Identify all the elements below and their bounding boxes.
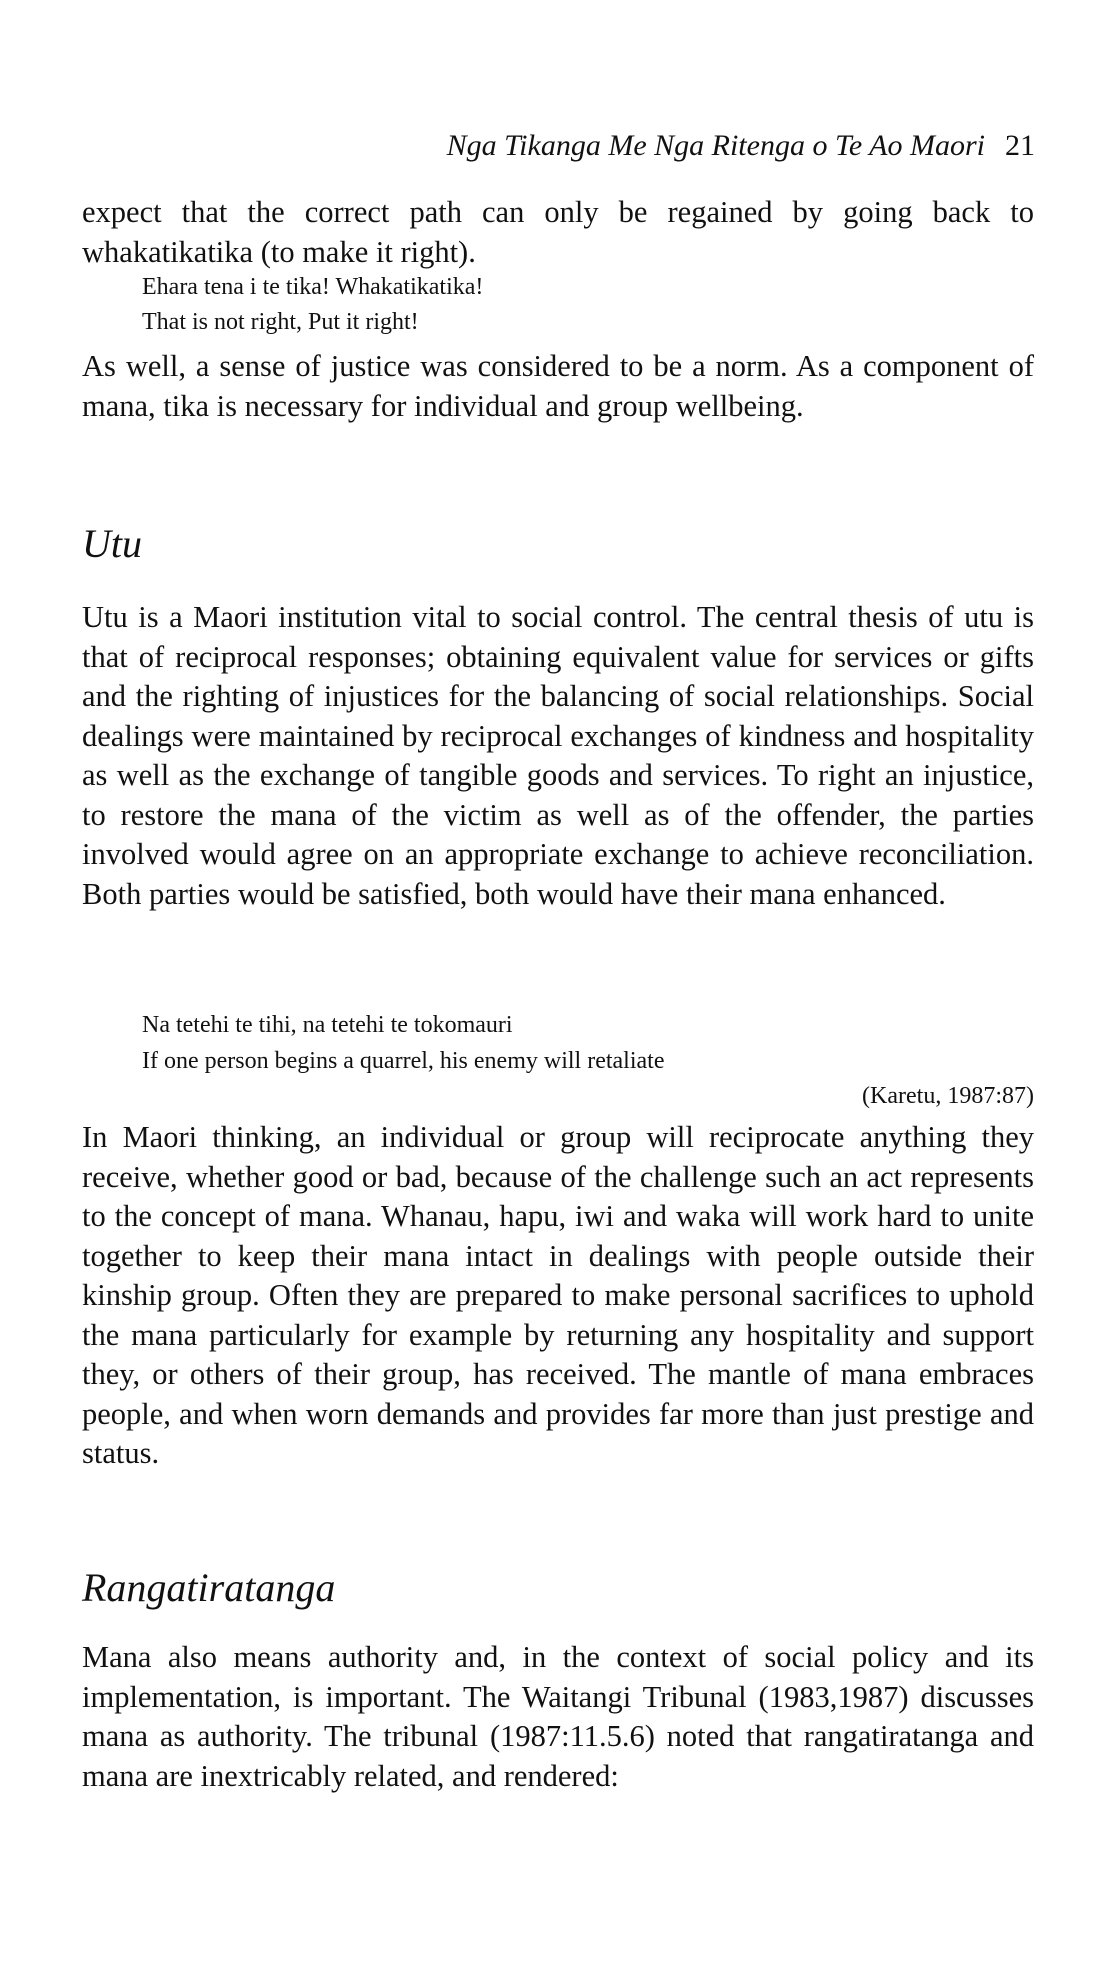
section-heading-rangatiratanga: Rangatiratanga <box>82 1565 336 1610</box>
proverb-english-line: If one person begins a quarrel, his enemy will retaliate <box>142 1048 665 1074</box>
paragraph-justice: As well, a sense of justice was considered to be a norm. As a component of mana, tika is necessary for individual and group wellbeing. <box>82 349 1034 423</box>
citation: (Karetu, 1987:87) <box>862 1083 1034 1109</box>
running-head <box>0 128 1035 164</box>
page-number: 21 <box>1005 129 1035 162</box>
paragraph-whakatikatika: expect that the correct path can only be regained by going back to whakatikatika (to make it right). <box>82 195 1034 269</box>
paragraph-reciprocity: In Maori thinking, an individual or group will reciprocate anything they receive, whether good or bad, because of the challenge such an act represents to the concept of mana. Whanau, hapu, iwi and waka will work hard to unite together to keep their mana intact in dealings with people outside their kinship group. Often they are prepared to make personal sacrifices to uphold the mana particularly for example by returning any hospitality and support they, or others of their group, has received. The mantle of mana embraces people, and when worn demands and provides far more than just prestige and status. <box>82 1120 1034 1470</box>
proverb-maori-line: Na tetehi te tihi, na tetehi te tokomauri <box>142 1012 513 1038</box>
paragraph-utu: Utu is a Maori institution vital to social control. The central thesis of utu is that of reciprocal responses; obtaining equivalent value for services or gifts and the righting of injustices for the balancing of social relationships. Social dealings were maintained by reciprocal exchanges of kindness and hospitality as well as the exchange of tangible goods and services. To right an injustice, to restore the mana of the victim as well as of the offender, the parties involved would agree on an appropriate exchange to achieve reconciliation. Both parties would be satisfied, both would have their mana enhanced. <box>82 600 1034 911</box>
running-head-title: Nga Tikanga Me Nga Ritenga o Te Ao Maori <box>446 129 985 162</box>
proverb-english-line: That is not right, Put it right! <box>142 309 419 335</box>
paragraph-authority: Mana also means authority and, in the context of social policy and its implementation, is important. The Waitangi Tribunal (1983,1987) discusses mana as authority. The tribunal (1987:11.5.6) noted that rangatiratanga and mana are inextricably related, and rendered: <box>82 1640 1034 1793</box>
section-heading-utu: Utu <box>82 521 142 566</box>
proverb-maori-line: Ehara tena i te tika! Whakatikatika! <box>142 274 484 300</box>
